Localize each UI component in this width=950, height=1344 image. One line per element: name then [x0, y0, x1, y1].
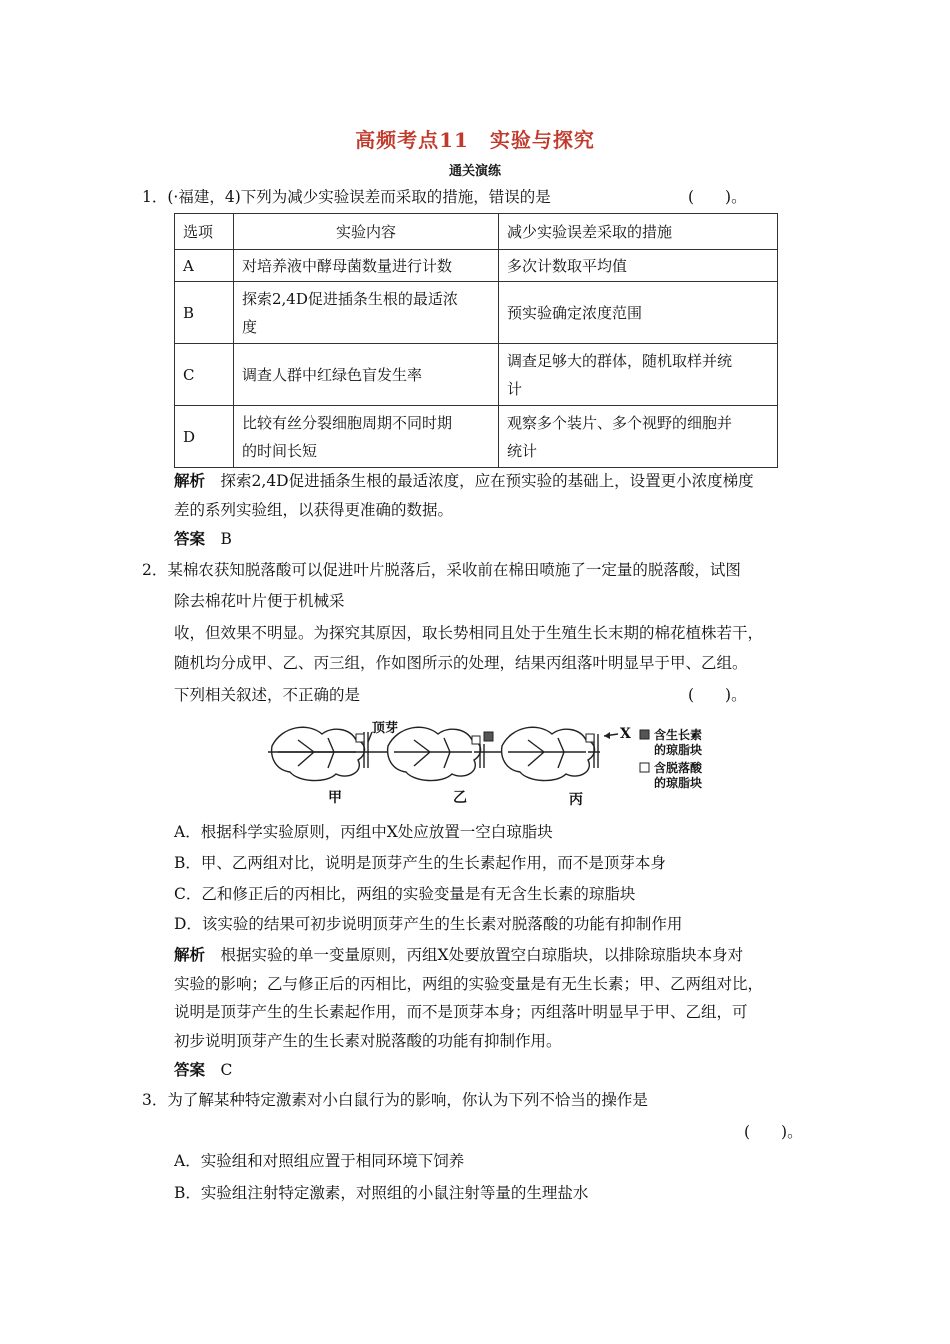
table-cell-measure [499, 250, 778, 282]
section-subtitle: 通关演练 [448, 164, 501, 179]
analysis-label: 解析 [174, 945, 206, 964]
group-label-bing: 丙 [569, 792, 583, 808]
group-label-yi: 乙 [453, 790, 467, 806]
legend-auxin-swatch [640, 730, 649, 739]
q2-analysis-line: 实验的影响；乙与修正后的丙相比，两组的实验变量是有无生长素；甲、乙两组对比， [174, 975, 764, 993]
analysis-label: 解析 [174, 471, 206, 490]
page-title: 高频考点11 实验与探究 [355, 128, 595, 152]
aba-block [472, 736, 480, 744]
answer-label: 答案 [174, 529, 206, 548]
cell-text: 对培养液中酵母菌数量进行计数 [242, 256, 453, 275]
leaf-shape [272, 727, 365, 780]
plant-figure [268, 718, 728, 810]
q1-stem: 1．(·福建，4)下列为减少实验误差而采取的措施，错误的是 [142, 188, 551, 206]
table-cell-measure [499, 406, 778, 468]
q1-table [174, 213, 778, 468]
legend-aba-swatch [640, 763, 649, 772]
table-row [175, 250, 778, 282]
plant-diagram [268, 718, 728, 810]
cell-text: 计 [507, 379, 523, 398]
table-row [175, 282, 778, 344]
cell-text: 度 [242, 317, 258, 336]
table-cell-content [234, 282, 499, 344]
x-label: X [620, 726, 631, 742]
q2-analysis-line: 说明是顶芽产生的生长素起作用，而不是顶芽本身；丙组落叶明显早于甲、乙组，可 [174, 1003, 748, 1021]
table-cell-content [234, 250, 499, 282]
group-label-jia: 甲 [328, 790, 342, 806]
legend-text: 含生长素 [654, 728, 703, 742]
q1-answer [174, 529, 232, 549]
answer-value: C [220, 1061, 233, 1079]
q3-answer-paren: ( )。 [744, 1123, 803, 1141]
q2-option-a: A．根据科学实验原则，丙组中X处应放置一空白琼脂块 [174, 823, 553, 841]
table-cell-content [234, 344, 499, 406]
table-header-row [175, 214, 778, 250]
table-cell-option: A [175, 250, 234, 282]
cell-text: 多次计数取平均值 [507, 256, 628, 275]
q3-option-b: B．实验组注射特定激素，对照组的小鼠注射等量的生理盐水 [174, 1184, 589, 1202]
cell-text: 观察多个装片、多个视野的细胞并 [507, 413, 733, 432]
q2-option-c: C．乙和修正后的丙相比，两组的实验变量是有无含生长素的琼脂块 [174, 885, 636, 903]
analysis-text: 根据实验的单一变量原则，丙组X处要放置空白琼脂块，以排除琼脂块本身对 [220, 946, 744, 964]
table-header-cell: 实验内容 [234, 214, 499, 250]
leaf-shape [388, 727, 481, 780]
q1-answer-paren: ( )。 [688, 188, 747, 206]
answer-label: 答案 [174, 1060, 206, 1079]
q2-option-d: D．该实验的结果可初步说明顶芽产生的生长素对脱落酸的功能有抑制作用 [174, 915, 683, 933]
plant-stem [268, 732, 600, 768]
table-row [175, 406, 778, 468]
cell-text: 预实验确定浓度范围 [507, 303, 643, 322]
q2-stem-line: 随机均分成甲、乙、丙三组，作如图所示的处理，结果丙组落叶明显早于甲、乙组。 [174, 654, 748, 672]
q2-analysis [174, 945, 743, 965]
table-cell-measure [499, 344, 778, 406]
q1-analysis-line2: 差的系列实验组，以获得更准确的数据。 [174, 501, 454, 519]
table-header-cell: 减少实验误差采取的措施 [499, 214, 778, 250]
aba-block [356, 734, 364, 742]
cell-text: 调查足够大的群体，随机取样并统 [507, 351, 733, 370]
q2-option-b: B．甲、乙两组对比，说明是顶芽产生的生长素起作用，而不是顶芽本身 [174, 854, 666, 872]
top-bud-label: 顶芽 [372, 721, 399, 736]
q3-stem: 3．为了解某种特定激素对小白鼠行为的影响，你认为下列不恰当的操作是 [142, 1091, 648, 1109]
table-row [175, 344, 778, 406]
q2-answer-paren: ( )。 [688, 686, 747, 704]
leaf-shape [502, 727, 595, 780]
cell-text: 的时间长短 [242, 441, 318, 460]
cell-text: 调查人群中红绿色盲发生率 [242, 365, 423, 384]
q2-stem-line: 2．某棉农获知脱落酸可以促进叶片脱落后，采收前在棉田喷施了一定量的脱落酸，试图 [142, 561, 741, 579]
cell-text: 统计 [507, 441, 538, 460]
auxin-block [484, 732, 493, 741]
q2-stem-line: 除去棉花叶片便于机械采 [174, 592, 345, 610]
q3-option-a: A．实验组和对照组应置于相同环境下饲养 [174, 1152, 465, 1170]
q2-stem-line: 收，但效果不明显。为探究其原因，取长势相同且处于生殖生长末期的棉花植株若干， [174, 624, 764, 642]
table-cell-option: B [175, 282, 234, 344]
q1-analysis [174, 471, 754, 491]
q2-analysis-line: 初步说明顶芽产生的生长素对脱落酸的功能有抑制作用。 [174, 1032, 562, 1050]
legend-text: 的琼脂块 [654, 776, 703, 790]
table-cell-measure [499, 282, 778, 344]
q2-stem-line: 下列相关叙述，不正确的是 [174, 686, 361, 704]
legend-text: 的琼脂块 [654, 743, 703, 757]
table-cell-option: D [175, 406, 234, 468]
legend-text: 含脱落酸 [654, 761, 703, 775]
table-cell-content [234, 406, 499, 468]
q2-answer [174, 1060, 232, 1080]
cell-text: 探索2,4D促进插条生根的最适浓 [242, 289, 458, 308]
arrow-head-icon [604, 732, 610, 739]
answer-value: B [220, 530, 232, 548]
aba-block [586, 734, 594, 742]
analysis-text: 探索2,4D促进插条生根的最适浓度，应在预实验的基础上，设置更小浓度梯度 [220, 472, 754, 490]
cell-text: 比较有丝分裂细胞周期不同时期 [242, 413, 453, 432]
table-header-cell: 选项 [175, 214, 234, 250]
table-cell-option: C [175, 344, 234, 406]
